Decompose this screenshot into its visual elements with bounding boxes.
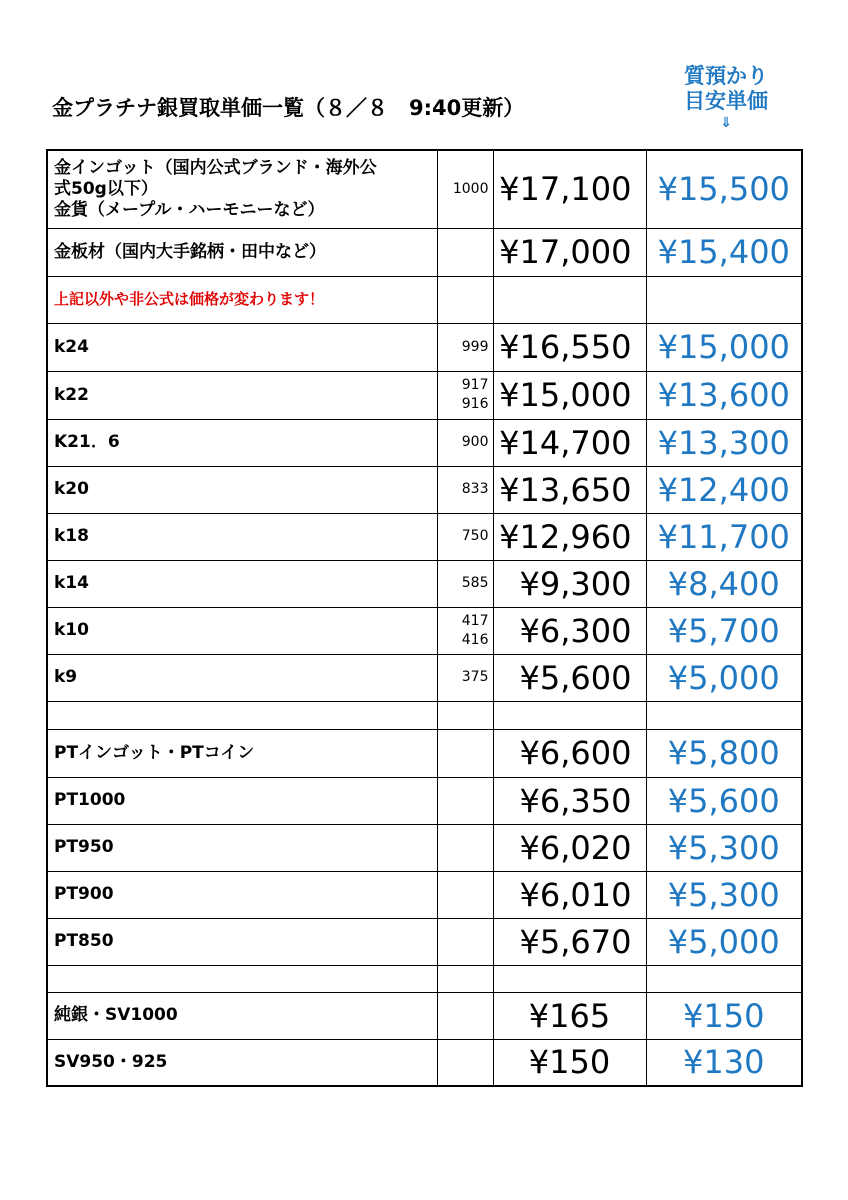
purity-cell bbox=[437, 560, 493, 607]
buy-price-cell: ¥9,300 bbox=[493, 560, 646, 607]
buy-price-cell: ¥16,550 bbox=[493, 323, 646, 371]
pledge-column-header bbox=[648, 64, 804, 132]
item-name-cell bbox=[47, 1039, 437, 1086]
item-name-line: k24 bbox=[54, 336, 89, 357]
purity-value: 416 bbox=[461, 631, 489, 648]
table-row bbox=[47, 560, 802, 607]
item-name-line: SV950・925 bbox=[54, 1051, 168, 1072]
pledge-price-cell: ¥15,000 bbox=[646, 323, 802, 371]
pledge-price-cell bbox=[646, 276, 802, 323]
down-arrow-icon: ⇓ bbox=[720, 115, 732, 131]
purity-value: 833 bbox=[461, 481, 489, 497]
item-name-line: PT950 bbox=[54, 837, 114, 857]
item-name-line: 金板材（国内大手銘柄・田中など） bbox=[54, 241, 326, 262]
table-row bbox=[47, 513, 802, 560]
item-name-cell bbox=[47, 150, 437, 228]
page-title: 金プラチナ銀買取単価一覧（８／８ 9:40更新） bbox=[52, 96, 525, 120]
item-name-cell bbox=[47, 654, 437, 701]
purity-value: 1000 bbox=[452, 180, 489, 197]
buy-price-cell: ¥6,350 bbox=[493, 777, 646, 824]
pledge-price-cell: ¥130 bbox=[646, 1039, 802, 1086]
buy-price-cell: ¥5,600 bbox=[493, 654, 646, 701]
item-name-cell bbox=[47, 701, 437, 729]
purity-cell bbox=[437, 228, 493, 276]
pledge-price-cell: ¥5,300 bbox=[646, 824, 802, 871]
pledge-price-cell: ¥13,600 bbox=[646, 371, 802, 419]
pledge-price-cell: ¥12,400 bbox=[646, 466, 802, 513]
purity-value: 917 bbox=[461, 377, 489, 393]
purity-cell bbox=[437, 323, 493, 371]
buy-price-cell: ¥6,020 bbox=[493, 824, 646, 871]
item-name-cell bbox=[47, 824, 437, 871]
item-name-cell bbox=[47, 513, 437, 560]
purity-cell bbox=[437, 150, 493, 228]
table-row bbox=[47, 150, 802, 228]
purity-cell bbox=[437, 992, 493, 1039]
purity-cell bbox=[437, 871, 493, 918]
buy-price-cell: ¥6,010 bbox=[493, 871, 646, 918]
item-name-cell bbox=[47, 419, 437, 466]
purity-cell bbox=[437, 777, 493, 824]
purity-cell bbox=[437, 965, 493, 992]
purity-value: 417 bbox=[461, 612, 489, 629]
item-name-cell bbox=[47, 992, 437, 1039]
buy-price-cell: ¥13,650 bbox=[493, 466, 646, 513]
table-row bbox=[47, 607, 802, 654]
purity-cell bbox=[437, 918, 493, 965]
pledge-price-cell: ¥5,300 bbox=[646, 871, 802, 918]
item-name-cell bbox=[47, 871, 437, 918]
pledge-price-cell: ¥15,500 bbox=[646, 150, 802, 228]
table-row bbox=[47, 992, 802, 1039]
buy-price-cell: ¥15,000 bbox=[493, 371, 646, 419]
item-name-cell bbox=[47, 918, 437, 965]
pledge-header-line2: 目安単価 bbox=[684, 89, 768, 113]
pledge-price-cell: ¥5,700 bbox=[646, 607, 802, 654]
buy-price-cell: ¥6,300 bbox=[493, 607, 646, 654]
item-name-line: PT850 bbox=[54, 931, 114, 951]
table-row bbox=[47, 965, 802, 992]
table-row bbox=[47, 701, 802, 729]
purity-cell bbox=[437, 729, 493, 777]
item-name-cell bbox=[47, 371, 437, 419]
table-row bbox=[47, 871, 802, 918]
buy-price-cell: ¥12,960 bbox=[493, 513, 646, 560]
buy-price-cell: ¥17,100 bbox=[493, 150, 646, 228]
purity-cell bbox=[437, 701, 493, 729]
buy-price-cell bbox=[493, 701, 646, 729]
item-name-line: 上記以外や非公式は価格が変わります！ bbox=[54, 290, 325, 308]
item-name-line: k10 bbox=[54, 620, 89, 640]
buy-price-cell: ¥5,670 bbox=[493, 918, 646, 965]
pledge-price-cell: ¥8,400 bbox=[646, 560, 802, 607]
purity-cell bbox=[437, 371, 493, 419]
pledge-price-cell bbox=[646, 965, 802, 992]
item-name-cell bbox=[47, 560, 437, 607]
purity-cell bbox=[437, 513, 493, 560]
table-row bbox=[47, 729, 802, 777]
purity-cell bbox=[437, 1039, 493, 1086]
table-row bbox=[47, 466, 802, 513]
pledge-header-line1: 質預かり bbox=[684, 64, 768, 88]
pledge-price-cell: ¥5,000 bbox=[646, 918, 802, 965]
item-name-cell bbox=[47, 607, 437, 654]
purity-value: 375 bbox=[461, 669, 489, 685]
item-name-line: 金貨（メープル・ハーモニーなど） bbox=[54, 199, 325, 220]
item-name-line: k20 bbox=[54, 479, 89, 499]
table-row bbox=[47, 918, 802, 965]
pledge-price-cell: ¥5,000 bbox=[646, 654, 802, 701]
table-row bbox=[47, 419, 802, 466]
purity-value: 585 bbox=[461, 575, 489, 591]
item-name-cell bbox=[47, 777, 437, 824]
purity-cell bbox=[437, 654, 493, 701]
price-table-body bbox=[47, 150, 802, 1086]
buy-price-cell: ¥14,700 bbox=[493, 419, 646, 466]
item-name-line: k9 bbox=[54, 667, 78, 687]
pledge-price-cell: ¥5,600 bbox=[646, 777, 802, 824]
table-row bbox=[47, 371, 802, 419]
pledge-price-cell: ¥5,800 bbox=[646, 729, 802, 777]
item-name-cell bbox=[47, 729, 437, 777]
item-name-line: 式50g以下） bbox=[54, 178, 158, 199]
item-name-cell bbox=[47, 323, 437, 371]
item-name-line: 金インゴット（国内公式ブランド・海外公 bbox=[54, 157, 377, 178]
buy-price-cell: ¥165 bbox=[493, 992, 646, 1039]
pledge-price-cell: ¥13,300 bbox=[646, 419, 802, 466]
pledge-price-cell: ¥150 bbox=[646, 992, 802, 1039]
buy-price-cell: ¥150 bbox=[493, 1039, 646, 1086]
purity-cell bbox=[437, 824, 493, 871]
purity-cell bbox=[437, 607, 493, 654]
table-row bbox=[47, 276, 802, 323]
purity-value: 999 bbox=[461, 338, 489, 355]
item-name-line: k14 bbox=[54, 573, 89, 593]
item-name-line: 純銀・SV1000 bbox=[54, 1005, 178, 1025]
item-name-line: PT1000 bbox=[54, 790, 126, 810]
purity-value: 916 bbox=[461, 396, 489, 412]
table-row bbox=[47, 228, 802, 276]
table-row bbox=[47, 777, 802, 824]
purity-value: 900 bbox=[461, 434, 489, 450]
buy-price-cell: ¥17,000 bbox=[493, 228, 646, 276]
pledge-price-cell: ¥11,700 bbox=[646, 513, 802, 560]
item-name-line: PTインゴット・PTコイン bbox=[54, 742, 255, 763]
purity-cell bbox=[437, 419, 493, 466]
item-name-line: k18 bbox=[54, 526, 89, 546]
warning-note bbox=[47, 276, 437, 323]
price-table bbox=[46, 149, 803, 1087]
item-name-line: K21．6 bbox=[54, 432, 120, 452]
pledge-price-cell bbox=[646, 701, 802, 729]
table-row bbox=[47, 323, 802, 371]
pledge-price-cell: ¥15,400 bbox=[646, 228, 802, 276]
buy-price-cell: ¥6,600 bbox=[493, 729, 646, 777]
item-name-line: k22 bbox=[54, 384, 89, 405]
item-name-cell bbox=[47, 228, 437, 276]
table-row bbox=[47, 654, 802, 701]
table-row bbox=[47, 1039, 802, 1086]
item-name-line: PT900 bbox=[54, 884, 114, 904]
purity-value: 750 bbox=[461, 528, 489, 544]
item-name-cell bbox=[47, 965, 437, 992]
buy-price-cell bbox=[493, 276, 646, 323]
purity-cell bbox=[437, 466, 493, 513]
item-name-cell bbox=[47, 466, 437, 513]
table-row bbox=[47, 824, 802, 871]
buy-price-cell bbox=[493, 965, 646, 992]
purity-cell bbox=[437, 276, 493, 323]
